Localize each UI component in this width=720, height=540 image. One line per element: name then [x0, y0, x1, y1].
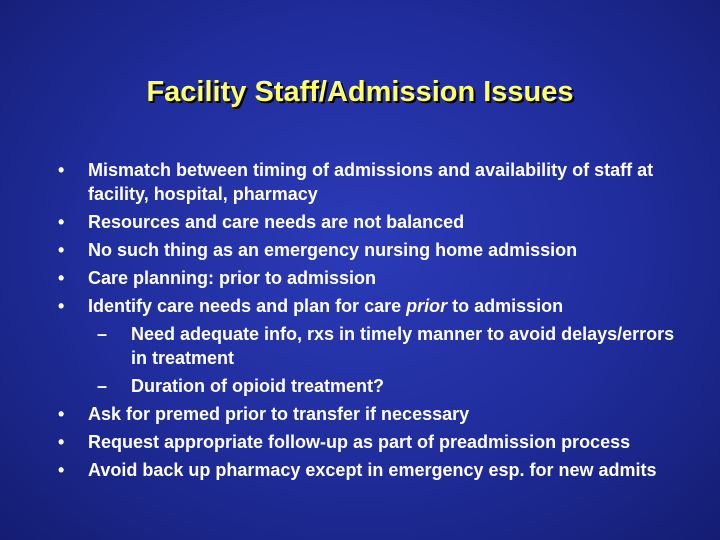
bullet-text-identify [88, 294, 678, 318]
bullet-item [58, 402, 678, 426]
bullet-item [58, 266, 678, 290]
bullet-list [58, 158, 678, 486]
identify-emphasis: prior [406, 296, 448, 316]
bullet-item [58, 210, 678, 234]
bullet-mark: • [58, 160, 65, 180]
bullet-mark: • [58, 432, 65, 452]
sub-bullet-text: Need adequate info, rxs in timely manner to avoid delays/errors in treatment [131, 324, 675, 368]
bullet-mark: • [58, 296, 65, 316]
bullet-mark: • [58, 240, 65, 260]
bullet-text: Mismatch between timing of admissions and availability of staff at facility, hospital, pharmacy [88, 160, 654, 204]
sub-bullet-item [58, 374, 678, 398]
bullet-item [58, 430, 678, 454]
bullet-text: Resources and care needs are not balanced [88, 212, 465, 232]
bullet-mark: • [58, 268, 65, 288]
dash-mark: – [97, 324, 108, 344]
bullet-mark: • [58, 212, 65, 232]
bullet-mark: • [58, 460, 65, 480]
bullet-text: Care planning: prior to admission [88, 268, 377, 288]
slide-title: Facility Staff/Admission Issues [146, 76, 574, 108]
bullet-text: Request appropriate follow-up as part of preadmission process [88, 432, 631, 452]
bullet-text: Ask for premed prior to transfer if necessary [88, 404, 470, 424]
identify-text-after: to admission [447, 296, 564, 316]
bullet-item [58, 294, 678, 318]
bullet-mark: • [58, 404, 65, 424]
bullet-item [58, 158, 678, 206]
bullet-text: Avoid back up pharmacy except in emergency esp. for new admits [88, 460, 657, 480]
bullet-item [58, 458, 678, 482]
bullet-item [58, 238, 678, 262]
bullet-text: No such thing as an emergency nursing home admission [88, 240, 578, 260]
sub-bullet-text: Duration of opioid treatment? [131, 376, 384, 396]
dash-mark: – [97, 376, 108, 396]
identify-text-before: Identify care needs and plan for care [88, 296, 407, 316]
sub-bullet-item [58, 322, 678, 370]
